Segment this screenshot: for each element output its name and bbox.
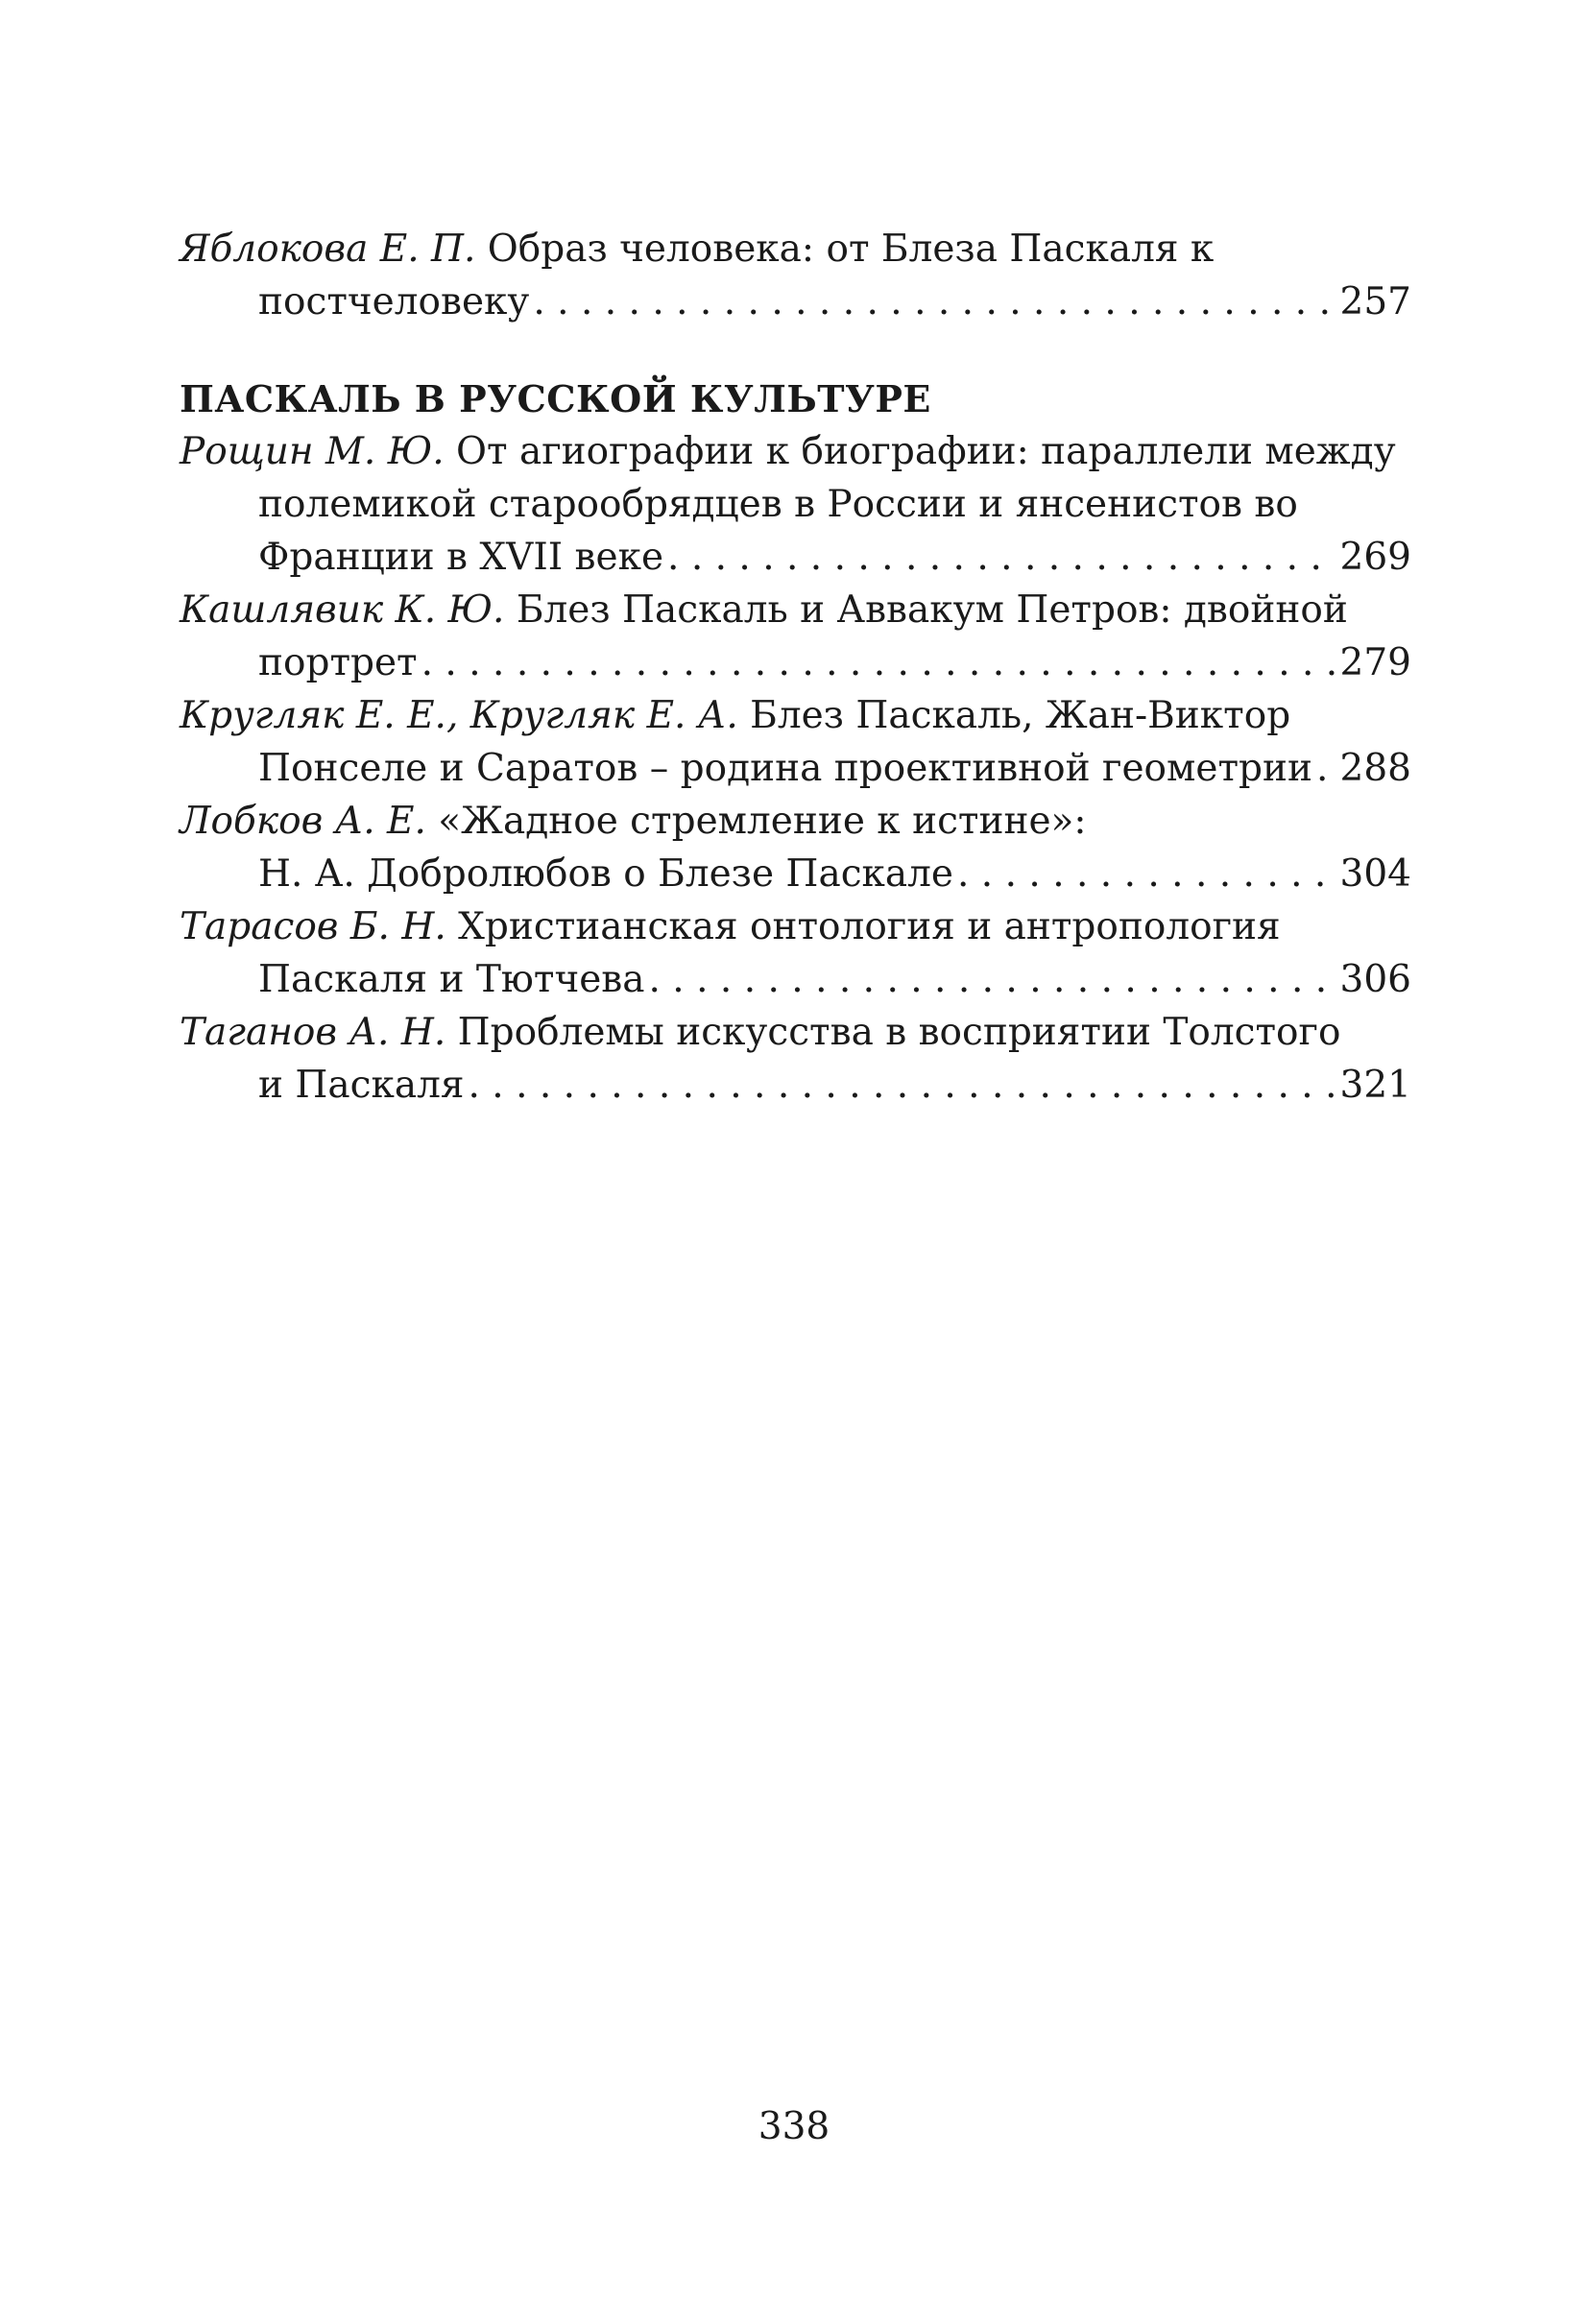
entry-page-number: 288 bbox=[1339, 747, 1411, 790]
entry-title-last-line: Н. А. Добролюбов о Блезе Паскале bbox=[258, 852, 954, 896]
entry-page-number: 304 bbox=[1339, 852, 1411, 896]
dot-leader bbox=[667, 531, 1336, 584]
table-of-contents bbox=[180, 223, 1411, 1112]
entry-page-number: 306 bbox=[1339, 958, 1411, 1001]
entry-title-last-line: Франции в XVII веке bbox=[258, 536, 664, 579]
entry-author: Яблокова Е. П. bbox=[180, 228, 476, 271]
entry-title-middle-line: полемикой старообрядцев в России и янсенистов во bbox=[258, 483, 1298, 526]
toc-entry bbox=[180, 1006, 1411, 1112]
entry-author: Кругляк Е. Е., Кругляк Е. А. bbox=[180, 694, 738, 737]
dot-leader bbox=[957, 848, 1336, 900]
entry-title-last-line: Паскаля и Тютчева bbox=[258, 958, 645, 1001]
entry-title-last-line: и Паскаля bbox=[258, 1064, 465, 1107]
entry-page-number: 269 bbox=[1339, 536, 1411, 579]
entry-title-last-line: Понселе и Саратов – родина проективной геометрии bbox=[258, 747, 1312, 790]
toc-entry bbox=[180, 689, 1411, 795]
toc-entry bbox=[180, 223, 1411, 328]
entry-author: Рощин М. Ю. bbox=[180, 430, 445, 473]
dot-leader bbox=[1316, 742, 1336, 795]
entry-title-last-line: постчеловеку bbox=[258, 280, 530, 323]
page-number-footer: 338 bbox=[758, 2105, 830, 2148]
toc-entry bbox=[180, 425, 1411, 584]
entry-title-first-line: Блез Паскаль, Жан-Виктор bbox=[737, 694, 1291, 737]
entry-title-first-line: Христианская онтология и антропология bbox=[445, 905, 1281, 948]
entry-author: Кашлявик К. Ю. bbox=[180, 588, 505, 632]
entry-title-first-line: «Жадное стремление к истине»: bbox=[425, 800, 1087, 843]
entry-author: Тарасов Б. Н. bbox=[180, 905, 446, 948]
entry-page-number: 279 bbox=[1339, 641, 1411, 684]
dot-leader bbox=[533, 276, 1335, 328]
entry-title-first-line: Образ человека: от Блеза Паскаля к bbox=[475, 228, 1215, 271]
entry-page-number: 321 bbox=[1339, 1064, 1411, 1107]
entry-title-first-line: Блез Паскаль и Аввакум Петров: двойной bbox=[504, 588, 1348, 632]
toc-entry bbox=[180, 795, 1411, 900]
dot-leader bbox=[649, 953, 1336, 1006]
entry-author: Таганов А. Н. bbox=[180, 1011, 446, 1054]
entry-title-first-line: Проблемы искусства в восприятии Толстого bbox=[445, 1011, 1341, 1054]
entry-title-first-line: От агиографии к биографии: параллели между bbox=[444, 430, 1396, 473]
entry-page-number: 257 bbox=[1339, 280, 1411, 323]
toc-entry bbox=[180, 584, 1411, 689]
toc-entry bbox=[180, 900, 1411, 1006]
section-heading: ПАСКАЛЬ В РУССКОЙ КУЛЬТУРЕ bbox=[180, 377, 931, 420]
entry-title-last-line: портрет bbox=[258, 641, 418, 684]
entry-author: Лобков А. Е. bbox=[180, 800, 426, 843]
dot-leader bbox=[421, 636, 1336, 689]
dot-leader bbox=[469, 1059, 1336, 1112]
